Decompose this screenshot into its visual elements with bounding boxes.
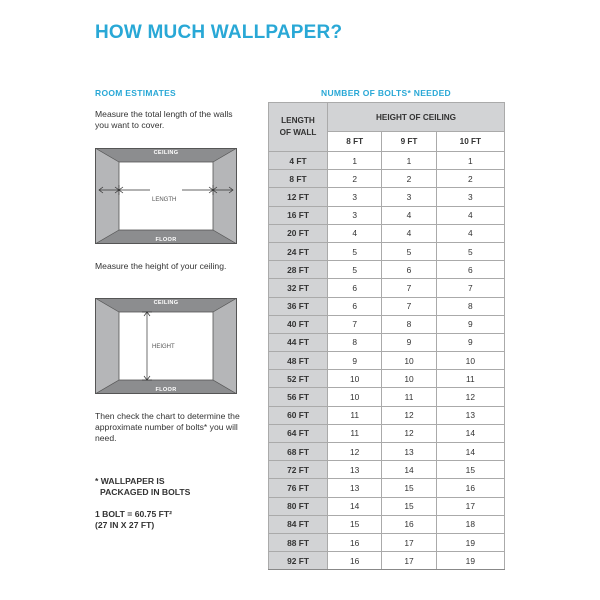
bolt-count-cell: 15 xyxy=(382,497,436,515)
column-header: 10 FT xyxy=(436,132,504,152)
bolt-size-note xyxy=(95,509,172,531)
length-label: LENGTH xyxy=(152,197,177,203)
wall-length-cell: 8 FT xyxy=(269,170,328,188)
bolt-count-cell: 13 xyxy=(436,406,504,424)
table-row xyxy=(269,279,505,297)
bolt-count-cell: 14 xyxy=(436,424,504,442)
table-row xyxy=(269,315,505,333)
bolt-count-cell: 7 xyxy=(382,279,436,297)
room-estimates-heading: ROOM ESTIMATES xyxy=(95,88,177,98)
length-header-line-2: OF WALL xyxy=(279,128,317,137)
table-row xyxy=(269,424,505,442)
bolt-count-cell: 1 xyxy=(328,152,382,170)
wall-length-cell: 28 FT xyxy=(269,261,328,279)
bolt-count-cell: 11 xyxy=(436,370,504,388)
bolt-count-cell: 10 xyxy=(382,352,436,370)
wall-length-cell: 84 FT xyxy=(269,515,328,533)
wall-length-cell: 76 FT xyxy=(269,479,328,497)
bolt-count-cell: 11 xyxy=(328,424,382,442)
bolt-count-cell: 19 xyxy=(436,533,504,551)
wall-length-cell: 32 FT xyxy=(269,279,328,297)
wall-length-cell: 80 FT xyxy=(269,497,328,515)
bolts-table xyxy=(268,102,505,570)
bolt-count-cell: 6 xyxy=(382,261,436,279)
bolt-count-cell: 1 xyxy=(436,152,504,170)
bolt-count-cell: 9 xyxy=(328,352,382,370)
bolt-count-cell: 15 xyxy=(382,479,436,497)
wall-length-cell: 52 FT xyxy=(269,370,328,388)
bolt-count-cell: 15 xyxy=(436,461,504,479)
footnote-line-2: PACKAGED IN BOLTS xyxy=(100,487,191,497)
bolt-count-cell: 1 xyxy=(382,152,436,170)
bolt-count-cell: 12 xyxy=(436,388,504,406)
room-height-diagram xyxy=(95,298,237,394)
table-row xyxy=(269,188,505,206)
wall-length-cell: 60 FT xyxy=(269,406,328,424)
bolt-count-cell: 5 xyxy=(382,242,436,260)
bolt-count-cell: 3 xyxy=(328,188,382,206)
step-measure-length: Measure the total length of the walls you want to cover. xyxy=(95,109,233,130)
bolt-count-cell: 17 xyxy=(436,497,504,515)
wall-length-cell: 72 FT xyxy=(269,461,328,479)
bolt-count-cell: 16 xyxy=(382,515,436,533)
bolt-count-cell: 11 xyxy=(328,406,382,424)
wall-length-cell: 16 FT xyxy=(269,206,328,224)
table-row xyxy=(269,152,505,170)
bolt-count-cell: 6 xyxy=(328,297,382,315)
bolt-count-cell: 18 xyxy=(436,515,504,533)
bolt-count-cell: 17 xyxy=(382,533,436,551)
bolt-count-cell: 4 xyxy=(436,206,504,224)
table-row xyxy=(269,443,505,461)
bolt-count-cell: 19 xyxy=(436,552,504,570)
bolt-count-cell: 5 xyxy=(328,261,382,279)
bolt-size-line-2: (27 IN X 27 FT) xyxy=(95,520,155,530)
bolt-count-cell: 2 xyxy=(436,170,504,188)
bolt-count-cell: 7 xyxy=(328,315,382,333)
bolt-count-cell: 17 xyxy=(382,552,436,570)
bolt-count-cell: 7 xyxy=(436,279,504,297)
bolt-count-cell: 6 xyxy=(436,261,504,279)
step-measure-height: Measure the height of your ceiling. xyxy=(95,261,227,271)
bolt-count-cell: 10 xyxy=(382,370,436,388)
bolt-size-line-1: 1 BOLT = 60.75 FT² xyxy=(95,509,172,519)
wall-length-cell: 48 FT xyxy=(269,352,328,370)
table-row xyxy=(269,297,505,315)
bolt-count-cell: 14 xyxy=(436,443,504,461)
bolt-count-cell: 15 xyxy=(328,515,382,533)
bolt-count-cell: 7 xyxy=(382,297,436,315)
bolt-footnote xyxy=(95,476,190,498)
ceiling-label: CEILING xyxy=(153,300,179,306)
height-label: HEIGHT xyxy=(152,344,175,350)
table-row xyxy=(269,497,505,515)
table-row xyxy=(269,533,505,551)
length-of-wall-header xyxy=(269,103,328,152)
bolt-count-cell: 3 xyxy=(382,188,436,206)
bolt-count-cell: 4 xyxy=(436,224,504,242)
wall-length-cell: 4 FT xyxy=(269,152,328,170)
table-row xyxy=(269,224,505,242)
bolt-count-cell: 13 xyxy=(382,443,436,461)
bolt-count-cell: 12 xyxy=(328,443,382,461)
page-title: HOW MUCH WALLPAPER? xyxy=(95,22,343,43)
table-row xyxy=(269,242,505,260)
table-row xyxy=(269,170,505,188)
bolt-count-cell: 16 xyxy=(436,479,504,497)
floor-label: FLOOR xyxy=(155,237,177,243)
bolt-count-cell: 5 xyxy=(436,242,504,260)
wall-length-cell: 92 FT xyxy=(269,552,328,570)
step-check-chart: Then check the chart to determine the approximate number of bolts* you will need. xyxy=(95,411,240,443)
bolt-count-cell: 5 xyxy=(328,242,382,260)
bolt-count-cell: 3 xyxy=(436,188,504,206)
bolt-count-cell: 8 xyxy=(328,333,382,351)
column-header: 9 FT xyxy=(382,132,436,152)
bolts-needed-heading: NUMBER OF BOLTS* NEEDED xyxy=(321,88,451,98)
bolt-count-cell: 9 xyxy=(382,333,436,351)
table-row xyxy=(269,333,505,351)
bolt-count-cell: 4 xyxy=(382,224,436,242)
bolt-count-cell: 6 xyxy=(328,279,382,297)
wall-length-cell: 68 FT xyxy=(269,443,328,461)
table-row xyxy=(269,479,505,497)
bolt-count-cell: 9 xyxy=(436,315,504,333)
table-row xyxy=(269,406,505,424)
table-body xyxy=(269,152,505,570)
wall-length-cell: 24 FT xyxy=(269,242,328,260)
wall-length-cell: 36 FT xyxy=(269,297,328,315)
bolt-count-cell: 2 xyxy=(382,170,436,188)
wall-length-cell: 20 FT xyxy=(269,224,328,242)
table-row xyxy=(269,206,505,224)
bolt-count-cell: 2 xyxy=(328,170,382,188)
height-of-ceiling-header: HEIGHT OF CEILING xyxy=(328,103,505,132)
bolt-count-cell: 10 xyxy=(328,370,382,388)
bolt-count-cell: 10 xyxy=(436,352,504,370)
table-row xyxy=(269,388,505,406)
wall-length-cell: 40 FT xyxy=(269,315,328,333)
bolt-count-cell: 16 xyxy=(328,552,382,570)
wall-length-cell: 64 FT xyxy=(269,424,328,442)
bolt-count-cell: 12 xyxy=(382,406,436,424)
bolt-count-cell: 13 xyxy=(328,461,382,479)
footnote-line-1: * WALLPAPER IS xyxy=(95,476,165,486)
table-row xyxy=(269,352,505,370)
wall-length-cell: 56 FT xyxy=(269,388,328,406)
room-length-diagram xyxy=(95,148,237,244)
bolt-count-cell: 8 xyxy=(382,315,436,333)
bolt-count-cell: 13 xyxy=(328,479,382,497)
bolt-count-cell: 14 xyxy=(382,461,436,479)
bolt-count-cell: 4 xyxy=(328,224,382,242)
bolt-count-cell: 14 xyxy=(328,497,382,515)
bolt-count-cell: 8 xyxy=(436,297,504,315)
table-row xyxy=(269,552,505,570)
table-row xyxy=(269,370,505,388)
column-header: 8 FT xyxy=(328,132,382,152)
length-header-line-1: LENGTH xyxy=(281,116,315,125)
wall-length-cell: 88 FT xyxy=(269,533,328,551)
table-row xyxy=(269,461,505,479)
bolt-count-cell: 16 xyxy=(328,533,382,551)
floor-label: FLOOR xyxy=(155,387,177,393)
wall-length-cell: 12 FT xyxy=(269,188,328,206)
bolt-count-cell: 3 xyxy=(328,206,382,224)
bolt-count-cell: 11 xyxy=(382,388,436,406)
wall-length-cell: 44 FT xyxy=(269,333,328,351)
bolt-count-cell: 10 xyxy=(328,388,382,406)
table-row xyxy=(269,261,505,279)
table-row xyxy=(269,515,505,533)
bolt-count-cell: 12 xyxy=(382,424,436,442)
bolt-count-cell: 9 xyxy=(436,333,504,351)
ceiling-label: CEILING xyxy=(153,150,179,156)
bolt-count-cell: 4 xyxy=(382,206,436,224)
